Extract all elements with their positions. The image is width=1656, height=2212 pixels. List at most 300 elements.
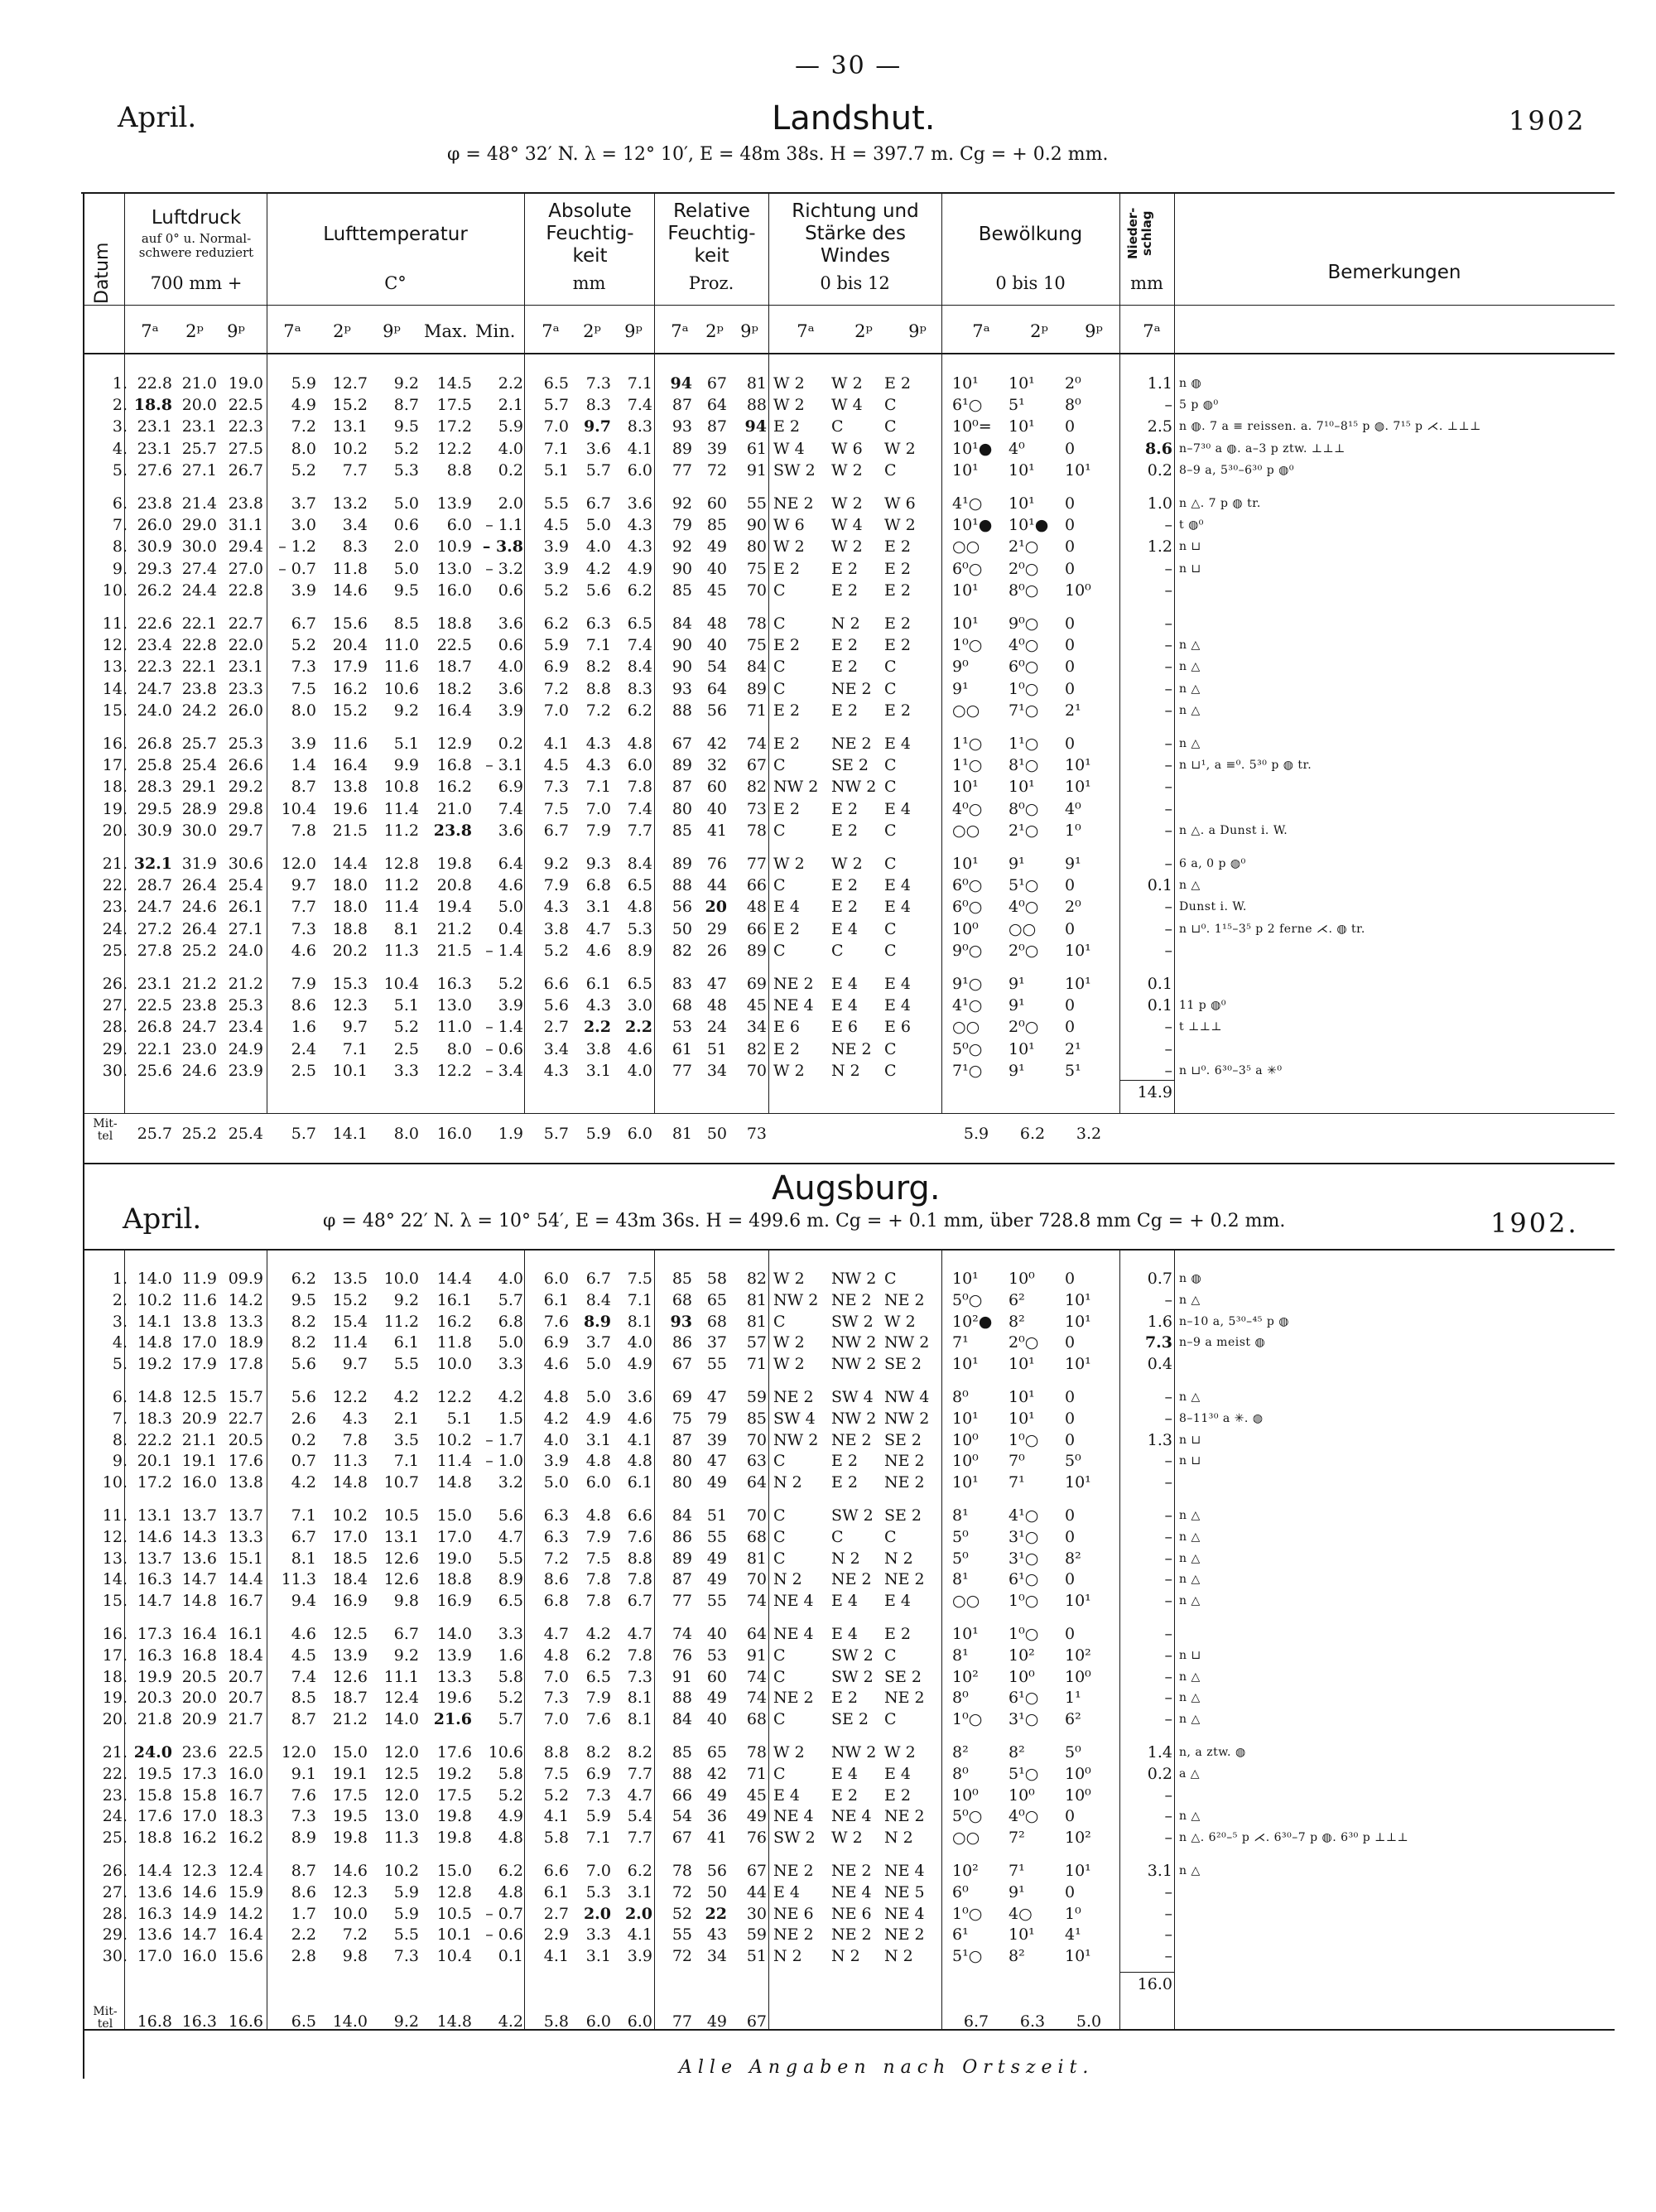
abs-hum-2p: 7.0 [585,1862,611,1880]
abs-hum-7a: 4.1 [543,1947,569,1966]
pressure-9p: 27.5 [228,439,263,458]
abs-hum-7a: 6.1 [543,1882,569,1901]
abs-hum-9p: 6.0 [627,756,652,775]
pressure-9p: 23.9 [228,1061,263,1080]
rel-hum-7a: 85 [672,1743,692,1761]
abs-hum-2p: 4.3 [585,735,611,753]
cloud-9p: 10¹ [1065,1592,1091,1611]
remark: n ⊔ [1179,1454,1201,1468]
abs-hum-7a: 2.7 [543,1018,569,1037]
temp-2p: 21.5 [332,821,368,840]
wind-9p: C [884,417,897,436]
precipitation: – [1164,1527,1172,1546]
pressure-9p: 20.7 [228,1667,263,1686]
temp-7a: 3.9 [291,735,316,753]
temp-max: 16.3 [436,975,472,993]
rel-hum-9p: 55 [746,494,767,513]
wind-2p: E 4 [831,975,858,993]
cloud-2p: 6¹○ [1009,1570,1039,1589]
pressure-9p: 12.4 [228,1862,263,1880]
wind-9p: C [884,1270,897,1288]
wind-2p: E 4 [831,996,858,1015]
rel-hum-7a: 87 [672,396,692,415]
temp-2p: 16.2 [332,679,368,698]
abs-hum-7a: 6.3 [543,1527,569,1546]
abs-hum-9p: 3.6 [627,494,652,513]
temp-max: 16.9 [436,1592,472,1611]
temp-2p: 17.9 [332,658,368,677]
precipitation: – [1164,516,1172,535]
day-label: 1. [112,374,128,393]
temp-2p: 21.2 [332,1710,368,1729]
temp-min: 2.2 [498,374,523,393]
abs-hum-9p: 6.7 [627,1592,652,1611]
day-label: 26. [102,975,128,993]
rel-hum-7a: 55 [672,1925,692,1945]
wind-9p: SE 2 [884,1430,922,1449]
precipitation: – [1164,701,1172,720]
cloud-7a: 7¹○ [952,1061,983,1080]
wind-7a: C [773,614,786,633]
precipitation: – [1164,1667,1172,1686]
cloud-2p: 5¹○ [1009,1764,1039,1783]
col-luftdruck-note: auf 0° u. Normal-schwere reduziert [138,231,254,260]
wind-9p: E 2 [884,581,911,600]
temp-7a: 7.5 [291,679,316,698]
rel-hum-9p: 64 [746,1625,767,1643]
rel-hum-2p: 50 [706,1882,727,1901]
wind-7a: W 2 [773,1333,805,1352]
abs-hum-2p: 6.7 [585,494,611,513]
temp-max: 20.8 [436,876,472,895]
abs-hum-2p: 4.2 [585,559,611,578]
pressure-7a: 25.6 [137,1061,172,1080]
cloud-2p: 10¹ [1009,1925,1035,1945]
wind-7a: NE 2 [773,1388,814,1406]
pressure-2p: 14.7 [181,1925,217,1945]
wind-7a: W 2 [773,1061,805,1080]
temp-7a: 6.7 [291,614,316,633]
temp-7a: 3.9 [291,581,316,600]
wind-2p: W 2 [831,1829,863,1848]
temp-9p: 14.0 [383,1710,419,1729]
wind-2p: E 2 [831,1689,858,1708]
abs-hum-9p: 2.2 [624,1018,652,1037]
abs-hum-2p: 7.3 [585,374,611,393]
pressure-2p: 14.3 [181,1527,217,1546]
temp-max: 11.4 [436,1452,472,1471]
temp-7a: 9.1 [291,1764,316,1783]
rel-hum-7a: 89 [672,756,692,775]
rel-hum-9p: 81 [746,1312,767,1331]
remark: 6 a, 0 p ◍⁰ [1179,857,1246,870]
temp-2p: 13.5 [332,1270,368,1288]
rel-hum-2p: 67 [706,374,727,393]
rel-hum-7a: 80 [672,799,692,818]
abs-hum-2p: 6.5 [585,1667,611,1686]
cloud-7a: 10¹ [952,1409,979,1428]
temp-7a: 2.8 [291,1947,316,1966]
wind-2p: E 2 [831,1452,858,1471]
temp-9p: 11.3 [383,941,419,960]
cloud-7a: 10⁰ [952,1452,979,1471]
rel-hum-7a: 84 [672,1710,692,1729]
pressure-9p: 20.7 [228,1689,263,1708]
precipitation: – [1164,1473,1172,1492]
abs-hum-7a: 6.9 [543,658,569,677]
pressure-2p: 23.8 [181,679,217,698]
rel-hum-2p: 51 [706,1039,727,1058]
rel-hum-9p: 67 [746,1862,767,1880]
wind-2p: NE 2 [831,1039,872,1058]
pressure-2p: 13.6 [181,1549,217,1568]
abs-hum-9p: 7.4 [627,799,652,818]
temp-7a: 11.3 [281,1570,316,1589]
abs-hum-9p: 8.1 [627,1710,652,1729]
abs-hum-2p: 3.1 [585,898,611,917]
temp-2p: 18.0 [332,876,368,895]
pressure-9p: 23.3 [228,679,263,698]
pressure-9p: 17.8 [228,1355,263,1374]
abs-hum-9p: 7.3 [627,1667,652,1686]
abs-hum-9p: 4.7 [627,1786,652,1805]
pressure-9p: 13.7 [228,1506,263,1525]
temp-7a: 8.6 [291,996,316,1015]
abs-hum-9p: 8.2 [627,1743,652,1761]
temp-max: 19.8 [436,1829,472,1848]
pressure-7a: 13.6 [137,1925,172,1945]
pressure-2p: 26.4 [181,876,217,895]
pressure-7a: 32.1 [133,855,172,873]
remark: n △. 6²⁰–⁵ p ⋌. 6³⁰–7 p ◍. 6³⁰ p ⊥⊥⊥ [1179,1831,1409,1845]
pressure-9p: 22.8 [228,581,263,600]
pressure-9p: 24.9 [228,1039,263,1058]
pressure-2p: 25.7 [181,439,217,458]
rel-hum-7a: 77 [672,1061,692,1080]
temp-9p: 2.1 [393,1409,419,1428]
remark: n △ [1179,1509,1201,1522]
abs-hum-7a: 4.6 [543,1355,569,1374]
abs-hum-9p: 2.0 [624,1904,652,1923]
wind-9p: W 6 [884,494,916,513]
wind-7a: E 2 [773,559,800,578]
rel-hum-9p: 49 [746,1807,767,1826]
pressure-2p: 29.0 [181,516,217,535]
pressure-7a: 13.6 [137,1882,172,1901]
pressure-7a: 27.2 [137,919,172,938]
abs-hum-2p: 8.2 [585,1743,611,1761]
rel-hum-9p: 91 [746,1646,767,1665]
cloud-2p: 2⁰○ [1009,941,1039,960]
temp-2p: 15.2 [332,701,368,720]
rel-hum-9p: 57 [746,1333,767,1352]
temp-7a: 9.7 [291,876,316,895]
pressure-7a: 23.1 [137,439,172,458]
pressure-7a: 14.7 [137,1592,172,1611]
rel-hum-9p: 90 [746,516,767,535]
abs-hum-7a: 7.5 [543,1764,569,1783]
temp-9p: 7.1 [393,1452,419,1471]
abs-hum-2p: 7.1 [585,636,611,655]
cloud-9p: 10² [1065,1829,1091,1848]
rel-hum-7a: 50 [672,919,692,938]
rel-hum-2p: 24 [706,1018,727,1037]
day-label: 2. [112,1290,128,1309]
temp-9p: 2.5 [393,1039,419,1058]
day-label: 15. [102,701,128,720]
wind-2p: E 4 [831,1764,858,1783]
wind-9p: E 2 [884,559,911,578]
pressure-9p: 13.8 [228,1473,263,1492]
day-label: 16. [102,735,128,753]
temp-min: 6.9 [498,778,523,797]
wind-9p: C [884,919,897,938]
temp-max: 22.5 [436,636,472,655]
wind-2p: E 2 [831,821,858,840]
rel-hum-7a: 93 [672,679,692,698]
temp-7a: 8.0 [291,701,316,720]
day-label: 4. [112,439,128,458]
cloud-2p: 9¹ [1009,1882,1025,1901]
temp-min: – 3.2 [485,559,523,578]
temp-max: 19.6 [436,1689,472,1708]
rel-hum-2p: 26 [706,941,727,960]
rel-hum-2p: 40 [706,799,727,818]
rel-hum-2p: 39 [706,439,727,458]
temp-7a: 7.3 [291,919,316,938]
cloud-9p: 10¹ [1065,941,1091,960]
abs-hum-9p: 4.9 [627,559,652,578]
cloud-2p: 1⁰○ [1009,1592,1039,1611]
rel-hum-9p: 81 [746,1290,767,1309]
temp-max: 18.7 [436,658,472,677]
cloud-7a: 4¹○ [952,494,983,513]
cloud-2p: 10⁰ [1009,1786,1035,1805]
cloud-9p: 0 [1065,1807,1076,1826]
mean-rel-hum: 67 [746,2012,767,2031]
unit-abs-feuchtigkeit: mm [572,273,606,293]
abs-hum-2p: 4.3 [585,996,611,1015]
temp-2p: 7.8 [342,1430,368,1449]
wind-9p: N 2 [884,1829,913,1848]
wind-9p: C [884,679,897,698]
temp-min: 3.6 [498,679,523,698]
landshut-month: April. [118,101,197,134]
wind-9p: C [884,396,897,415]
remark: n ⊔⁰. 1¹⁵–3⁵ p 2 ferne ⋌. ◍ tr. [1179,922,1365,936]
day-label: 27. [102,996,128,1015]
wind-7a: W 2 [773,537,805,557]
pressure-9p: 14.4 [228,1570,263,1589]
precipitation: – [1164,778,1172,797]
day-label: 1. [112,1270,128,1288]
abs-hum-7a: 2.7 [543,1904,569,1923]
pressure-9p: 25.3 [228,996,263,1015]
rel-hum-9p: 71 [746,701,767,720]
pressure-2p: 16.8 [181,1646,217,1665]
temp-9p: 5.2 [393,439,419,458]
cloud-7a: 6⁰○ [952,876,983,895]
temp-7a: 8.5 [291,1689,316,1708]
day-label: 22. [102,1764,128,1783]
precipitation: – [1164,1947,1172,1966]
mean-rel-hum: 49 [706,2012,727,2031]
temp-min: 6.2 [498,1862,523,1880]
temp-9p: 12.8 [383,855,419,873]
temp-max: 5.1 [446,1409,472,1428]
temp-min: 2.1 [498,396,523,415]
abs-hum-7a: 7.0 [543,701,569,720]
pressure-9p: 22.5 [228,1743,263,1761]
temp-max: 12.9 [436,735,472,753]
cloud-9p: 0 [1065,1625,1076,1643]
cloud-2p: 1⁰○ [1009,1625,1039,1643]
rel-hum-9p: 75 [746,559,767,578]
rel-hum-7a: 83 [672,975,692,993]
temp-2p: 18.0 [332,898,368,917]
wind-2p: SE 2 [831,756,869,775]
rel-hum-9p: 45 [746,1786,767,1805]
pressure-7a: 18.8 [137,1829,172,1848]
temp-7a: 5.6 [291,1355,316,1374]
abs-hum-9p: 4.9 [627,1355,652,1374]
pressure-7a: 17.0 [137,1947,172,1966]
temp-9p: 9.8 [393,1592,419,1611]
abs-hum-7a: 4.3 [543,898,569,917]
cloud-7a: 5⁰ [952,1527,969,1546]
cloud-7a: 8¹ [952,1570,969,1589]
cloud-2p: 9¹ [1009,855,1025,873]
mean-temp: 14.0 [332,2012,368,2031]
temp-2p: 20.2 [332,941,368,960]
rel-hum-9p: 76 [746,1829,767,1848]
cloud-7a: 10¹ [952,1355,979,1374]
rel-hum-2p: 64 [706,396,727,415]
wind-7a: C [773,1312,786,1331]
mean-abs-hum: 6.0 [585,2012,611,2031]
abs-hum-9p: 8.4 [627,855,652,873]
cloud-2p: 8⁰○ [1009,799,1039,818]
pressure-2p: 14.8 [181,1592,217,1611]
wind-7a: W 2 [773,1355,805,1374]
remark: n–10 a, 5³⁰–⁴⁵ p ◍ [1179,1314,1289,1328]
cloud-2p: 3¹○ [1009,1549,1039,1568]
temp-9p: 0.6 [393,516,419,535]
temp-min: 3.2 [498,1473,523,1492]
pressure-2p: 21.1 [181,1430,217,1449]
cloud-2p: 7¹○ [1009,701,1039,720]
cloud-9p: 10¹ [1065,756,1091,775]
mean-temp: 8.0 [393,1125,419,1143]
landshut-coords: φ = 48° 32′ N. λ = 12° 10′, E = 48m 38s. H = 397.7 m. Cg = + 0.2 mm. [447,144,1109,165]
abs-hum-9p: 4.6 [627,1409,652,1428]
temp-max: 17.5 [436,1786,472,1805]
pressure-2p: 14.9 [181,1904,217,1923]
cloud-9p: 10⁰ [1065,1786,1091,1805]
temp-9p: 12.6 [383,1570,419,1589]
abs-hum-2p: 7.9 [585,1527,611,1546]
abs-hum-7a: 7.3 [543,778,569,797]
precipitation: – [1164,898,1172,917]
rel-hum-7a: 88 [672,1689,692,1708]
wind-9p: C [884,941,897,960]
mean-pressure: 25.4 [228,1125,263,1143]
day-label: 21. [102,855,128,873]
rel-hum-7a: 72 [672,1947,692,1966]
pressure-2p: 20.9 [181,1409,217,1428]
pressure-9p: 19.0 [228,374,263,393]
rel-hum-2p: 55 [706,1355,727,1374]
wind-7a: NW 2 [773,1430,819,1449]
abs-hum-9p: 4.1 [627,1925,652,1945]
wind-9p: SE 2 [884,1667,922,1686]
temp-2p: 9.8 [342,1947,368,1966]
temp-2p: 12.6 [332,1667,368,1686]
temp-min: 6.5 [498,1592,523,1611]
abs-hum-2p: 5.0 [585,1355,611,1374]
remark: n △ [1179,1594,1201,1608]
temp-min: 6.8 [498,1312,523,1331]
precipitation: – [1164,1786,1172,1805]
remark: n △ [1179,660,1201,674]
unit-wind: 0 bis 12 [820,273,890,293]
cloud-9p: 0 [1065,494,1076,513]
day-label: 17. [102,756,128,775]
abs-hum-7a: 4.7 [543,1625,569,1643]
day-label: 13. [102,1549,128,1568]
mean-temp: 5.7 [291,1125,316,1143]
cloud-7a: 5⁰○ [952,1807,983,1826]
wind-9p: N 2 [884,1549,913,1568]
precipitation: – [1164,1625,1172,1643]
rel-hum-7a: 94 [670,374,692,393]
pressure-7a: 13.1 [137,1506,172,1525]
pressure-7a: 23.4 [137,636,172,655]
precipitation: – [1164,1018,1172,1037]
wind-7a: E 2 [773,799,800,818]
rel-hum-2p: 42 [706,735,727,753]
precipitation: 8.6 [1144,439,1172,458]
abs-hum-7a: 6.9 [543,1333,569,1352]
pressure-9p: 29.4 [228,537,263,557]
pressure-9p: 26.7 [228,460,263,480]
temp-2p: 19.1 [332,1764,368,1783]
temp-2p: 12.7 [332,374,368,393]
temp-9p: 11.6 [383,658,419,677]
precipitation: – [1164,855,1172,873]
rel-hum-2p: 48 [706,614,727,633]
abs-hum-9p: 7.8 [627,778,652,797]
subheader-2p: 2ᵖ [705,321,724,341]
mean-pressure: 16.3 [181,2012,217,2031]
pressure-7a: 13.7 [137,1549,172,1568]
cloud-9p: 10¹ [1065,1355,1091,1374]
pressure-2p: 20.9 [181,1710,217,1729]
page-number: — 30 — [795,51,903,80]
mean-pressure: 25.2 [181,1125,217,1143]
temp-2p: 13.9 [332,1646,368,1665]
cloud-9p: 10¹ [1065,460,1091,480]
precipitation: 1.3 [1147,1430,1172,1449]
rel-hum-7a: 90 [672,559,692,578]
abs-hum-2p: 6.7 [585,1270,611,1288]
abs-hum-9p: 8.1 [627,1689,652,1708]
temp-7a: 7.4 [291,1667,316,1686]
abs-hum-2p: 7.2 [585,701,611,720]
abs-hum-2p: 3.8 [585,1039,611,1058]
precipitation: – [1164,1925,1172,1945]
cloud-7a: 10¹ [952,1625,979,1643]
